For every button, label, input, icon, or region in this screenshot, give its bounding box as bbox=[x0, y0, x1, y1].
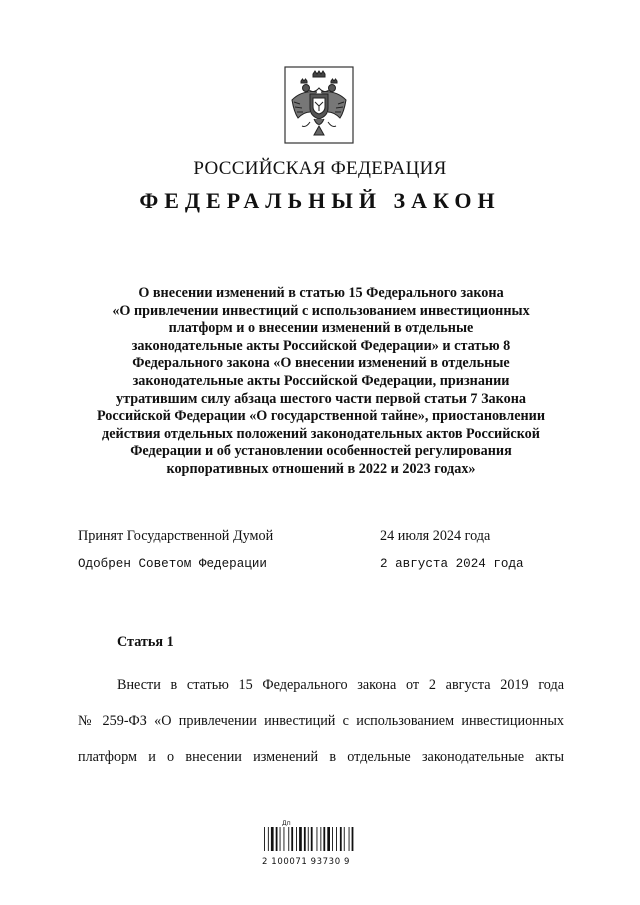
country-name: РОССИЙСКАЯ ФЕДЕРАЦИЯ bbox=[193, 158, 447, 179]
duma-adoption-label: Принят Государственной Думой bbox=[78, 528, 274, 544]
law-title-line: «О привлечении инвестиций с использованием инвестиционных bbox=[112, 302, 530, 319]
law-title bbox=[78, 285, 564, 479]
article-heading: Статья 1 bbox=[117, 634, 174, 650]
law-title-line: Российской Федерации «О государственной тайне», приостановлении bbox=[96, 408, 546, 425]
council-approval-label: Одобрен Советом Федерации bbox=[78, 557, 267, 571]
barcode bbox=[262, 820, 378, 867]
article-body-line: Внести в статью 15 Федерального закона от 2 августа 2019 года bbox=[117, 677, 564, 693]
law-title-line: законодательные акты Российской Федерации, признании bbox=[132, 372, 510, 389]
barcode-number: 2 100071 93730 9 bbox=[262, 857, 351, 867]
law-title-line: утратившим силу абзаца шестого части первой статьи 7 Закона bbox=[116, 390, 526, 407]
law-title-line: О внесении изменений в статью 15 Федерального закона bbox=[138, 285, 504, 301]
article-body-line: № 259-ФЗ «О привлечении инвестиций с использованием инвестиционных bbox=[78, 713, 564, 729]
barcode-tag: Дп bbox=[282, 820, 291, 827]
law-title-line: Федерации и об установлении особенностей регулирования bbox=[130, 443, 512, 460]
law-title-line: законодательные акты Российской Федерации» и статью 8 bbox=[131, 337, 511, 354]
law-title-line: платформ и о внесении изменений в отдельные bbox=[168, 320, 474, 337]
council-approval-date: 2 августа 2024 года bbox=[380, 557, 524, 571]
barcode-bars bbox=[262, 827, 368, 851]
law-title-line: корпоративных отношений в 2022 и 2023 годах» bbox=[166, 460, 476, 477]
document-type: ФЕДЕРАЛЬНЫЙ ЗАКОН bbox=[139, 188, 501, 213]
duma-adoption-date: 24 июля 2024 года bbox=[380, 528, 491, 544]
law-title-line: Федерального закона «О внесении изменений в отдельные bbox=[132, 355, 510, 372]
law-title-line: действия отдельных положений законодательных актов Российской bbox=[102, 425, 540, 442]
coat-of-arms-emblem bbox=[284, 66, 354, 144]
article-body-line: платформ и о внесении изменений в отдельные законодательные акты bbox=[78, 749, 564, 765]
article-body bbox=[78, 667, 564, 775]
